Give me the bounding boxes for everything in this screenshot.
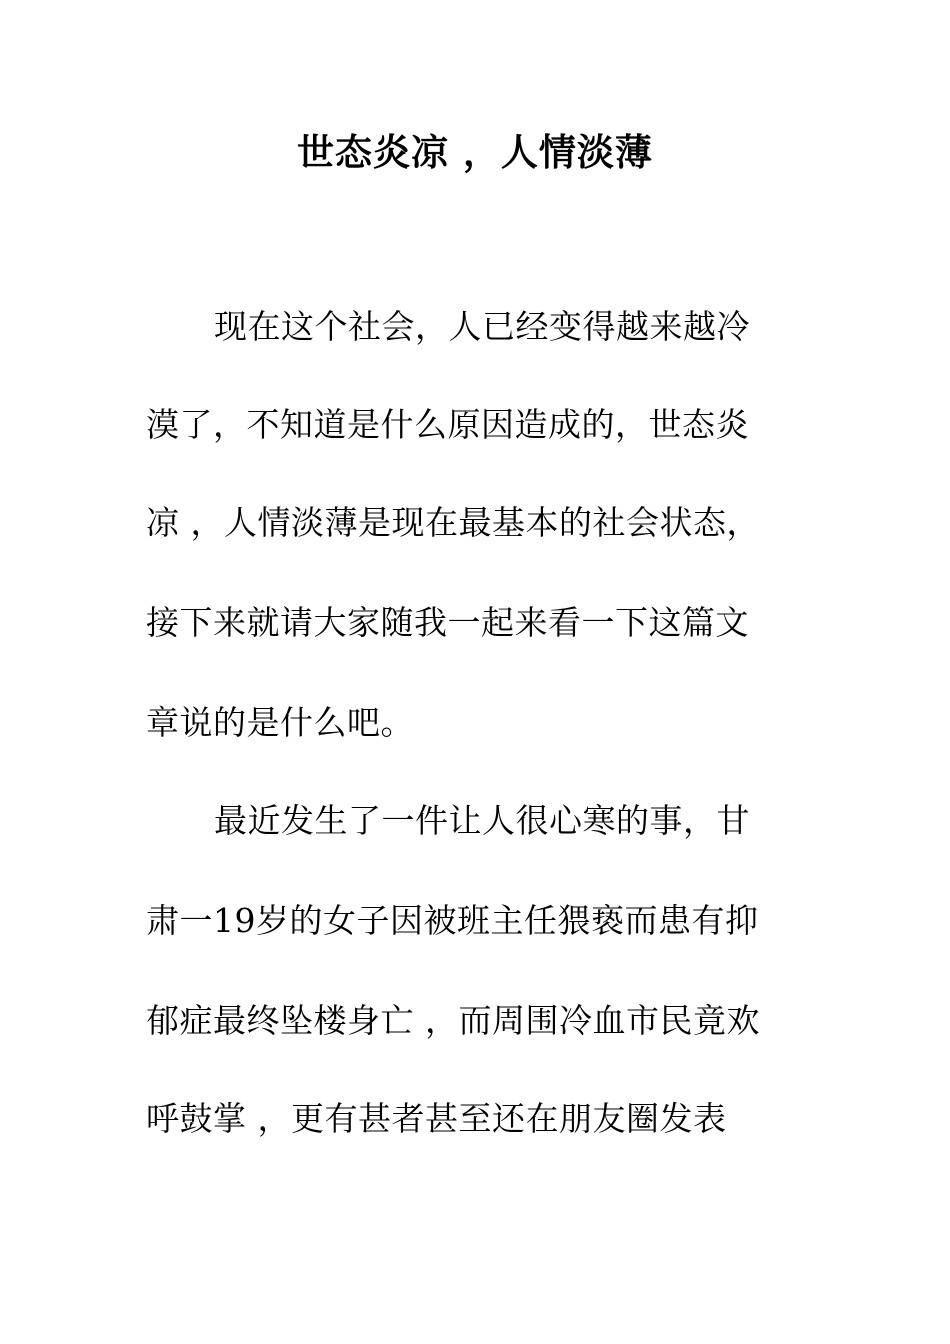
paragraph-line: 漠了，不知道是什么原因造成的，世态炎 — [146, 405, 749, 444]
paragraph-line: 最近发生了一件让人很心寒的事，甘 — [214, 801, 750, 840]
paragraph-line: 肃一19岁的女子因被班主任猥亵而患有抑 — [146, 901, 759, 940]
paragraph-line: 凉 ，人情淡薄是现在最基本的社会状态， — [146, 503, 760, 542]
document-title: 世态炎凉 ，人情淡薄 — [297, 130, 653, 174]
paragraph-line: 接下来就请大家随我一起来看一下这篇文 — [146, 603, 749, 642]
paragraph-line: 现在这个社会，人已经变得越来越冷 — [214, 307, 750, 346]
paragraph-line: 郁症最终坠楼身亡 ，而周围冷血市民竟欢 — [146, 1001, 760, 1040]
paragraph-line: 章说的是什么吧。 — [146, 703, 414, 742]
paragraph-line: 呼鼓掌 ，更有甚者甚至还在朋友圈发表 — [146, 1099, 727, 1138]
